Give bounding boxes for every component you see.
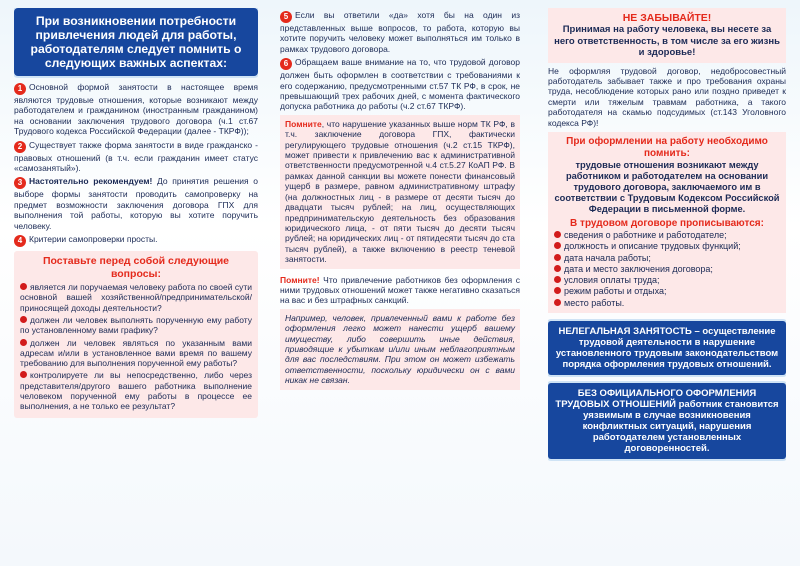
contract-list-item — [554, 230, 780, 241]
point-3 — [14, 176, 258, 231]
example-text: Например, человек, привлеченный вами к работе без оформления легко может нанести ущерб вашему имуществу, либо совершить иные действия, приводящие к убыткам и/или иным неблагоприятным для вас последствиям. При этом он может избежать ответственности, поскольку юридически он с вами никак не связан. — [285, 312, 515, 386]
bullet-icon — [554, 265, 561, 272]
question-item — [20, 315, 252, 336]
point-1-text: Основной формой занятости в настоящее время являются трудовые отношения, которые возникают между работодателем и гражданином (иностранным гражданином) на основании заключения трудового договора (ч.1 ст.67 Трудового кодекса Российской Федерации (далее - ТКРФ)); — [14, 82, 258, 137]
contract-item-text: должность и описание трудовых функций; — [564, 241, 741, 252]
hiring-title: При оформлении на работу необходимо помнить: — [566, 135, 768, 159]
dont-forget-box — [548, 8, 786, 63]
contract-list-item — [554, 264, 780, 275]
question-text: должен ли человек являться по указанным вами адресам и/или в установленное вами время по вашему требованию для выполнения порученной ему работы? — [20, 337, 252, 369]
column-1 — [14, 8, 258, 558]
contract-item-text: дата и место заключения договора; — [564, 263, 713, 274]
column-3 — [548, 8, 786, 558]
column-1-header: При возникновении потребности привлечения людей для работы, работодателям следует помнить о следующих важных аспектах: — [14, 8, 258, 76]
number-badge-4: 4 — [14, 235, 26, 247]
point-3-lead: Настоятельно рекомендуем! — [29, 176, 153, 187]
column-3-paragraph: Не оформляя трудовой договор, недобросовестный работодатель забывает также и про требования охраны труда, несоблюдение которых рано или поздно приведет к смерти или тяжелым травмам работника, а такого работодателя на скамью подсудимых (ст.143 Уголовного кодекса РФ)! — [548, 65, 786, 128]
bullet-icon — [20, 316, 27, 323]
bullet-icon — [554, 231, 561, 238]
point-1 — [14, 82, 258, 137]
question-text: является ли поручаемая человеку работа по своей сути основной вашей хозяйственной/предпринимательской/приносящей доходы деятельности? — [20, 282, 252, 313]
remember-lead-1: Помните — [285, 118, 322, 129]
bullet-icon — [554, 254, 561, 261]
contract-list-item — [554, 275, 780, 286]
hiring-text: трудовые отношения возникают между работником и работодателем на основании трудового договора, заключаемого им в соответствии с Трудовым Кодексом Российской Федерации в письменной форме. — [554, 159, 780, 214]
number-badge-2: 2 — [14, 141, 26, 153]
contract-item-text: дата начала работы; — [564, 252, 651, 263]
example-box — [280, 309, 520, 390]
question-text: должен ли человек выполнять порученную ему работу по установленному вами графику? — [20, 314, 252, 336]
point-2-text: Существует также форма занятости в виде гражданско - правовых отношений (в т.ч. если гражданин имеет статус «самозанятый»). — [14, 139, 258, 174]
remember-text-1: , что нарушение указанных выше норм ТК РФ, в т.ч. заключение договора ГПХ, фактически регулирующего трудовые отношения (ч.2 ст.15 ТКРФ), может привести к привлечению вас к административной ответственности предусмотренной ч.4 ст.5.27 КоАП РФ. В рамках данной санкции вы можете понести финансовый ущерб в размере, равном административному штрафу (на должностных лиц - в размере от десяти тысяч до двадцати тысяч рублей; на лиц, осуществляющих предпринимательскую деятельность без образования юридического лица, - от пяти тысяч до десяти тысяч рублей; на юридических лиц - от пятидесяти тысяч до ста тысяч рублей), а также включению в реестр теневой занятости. — [285, 118, 515, 265]
contract-list-item — [554, 298, 780, 309]
bullet-icon — [554, 299, 561, 306]
contract-list-item — [554, 253, 780, 264]
question-item — [20, 282, 252, 313]
question-item — [20, 338, 252, 369]
number-badge-1: 1 — [14, 83, 26, 95]
contract-item-text: условия оплаты труда; — [564, 275, 660, 286]
hiring-box — [548, 132, 786, 313]
number-badge-3: 3 — [14, 177, 26, 189]
remember-text-2: Что привлечение работников без оформления с ними трудовых отношений может также негативно сказаться на вас и без штрафных санкций. — [280, 274, 520, 306]
contract-item-text: место работы. — [564, 297, 625, 308]
illegal-employment-box: НЕЛЕГАЛЬНАЯ ЗАНЯТОСТЬ – осуществление трудовой деятельности в нарушение установленного трудовым законодательством порядка оформления трудовых отношений. — [548, 321, 786, 375]
contract-list — [554, 230, 780, 309]
questions-title: Поставьте перед собой следующие вопросы: — [42, 255, 230, 280]
bullet-icon — [554, 287, 561, 294]
remember-paragraph-2 — [280, 275, 520, 306]
bullet-icon — [20, 339, 27, 346]
point-4 — [14, 234, 258, 247]
bullet-icon — [554, 276, 561, 283]
question-text: контролируете ли вы непосредственно, либо через представителя/другого вашего работника выполнение человеком порученной ему работы в процессе ее выполнения, а не только ее результат? — [20, 370, 252, 412]
contract-item-text: сведения о работнике и работодателе; — [564, 229, 727, 240]
contract-item-text: режим работы и отдыха; — [564, 286, 667, 297]
question-item — [20, 370, 252, 411]
point-5 — [280, 10, 520, 54]
dont-forget-text: Принимая на работу человека, вы несете за него ответственность, в том числе за его жизнь и здоровье! — [554, 24, 780, 58]
number-badge-5: 5 — [280, 11, 292, 23]
contract-list-item — [554, 241, 780, 252]
point-4-text: Критерии самопроверки просты. — [29, 234, 158, 245]
column-2 — [280, 8, 520, 558]
no-registration-box: БЕЗ ОФИЦИАЛЬНОГО ОФОРМЛЕНИЯ ТРУДОВЫХ ОТНОШЕНИЙ работник становится уязвимым в случае возникновения конфликтных ситуаций, нарушения работодателем установленных договоренностей. — [548, 383, 786, 459]
bullet-icon — [20, 371, 27, 378]
number-badge-6: 6 — [280, 58, 292, 70]
point-6 — [280, 57, 520, 112]
remember-paragraph-1 — [285, 119, 515, 265]
contract-title: В трудовом договоре прописываются: — [570, 217, 764, 229]
point-5-text: Если вы ответили «да» хотя бы на один из представленных выше вопросов, то работа, которую вы хотите поручить человеку может выполняться им только в рамках трудового договора. — [280, 10, 520, 54]
remember-box-1 — [280, 115, 520, 269]
bullet-icon — [20, 283, 27, 290]
contract-list-item — [554, 286, 780, 297]
point-3-text: До принятия решения о выборе формы занятости проводить самопроверку на предмет возможности заключения договора ГПХ для выполнения той работы, которую вы хотите поручить человеку. — [14, 176, 258, 231]
dont-forget-title: НЕ ЗАБЫВАЙТЕ! — [622, 12, 712, 24]
remember-lead-2: Помните! — [280, 274, 320, 285]
point-2 — [14, 140, 258, 174]
point-6-text: Обращаем ваше внимание на то, что трудовой договор должен быть оформлен в соответствии с требованиями к его содержанию, предусмотренными ст.57 ТК РФ, в срок, не превышающий трех рабочих дней, с момента фактического допуска работника до работы (ч.2 ст.67 ТКРФ). — [280, 57, 520, 112]
bullet-icon — [554, 242, 561, 249]
questions-box — [14, 251, 258, 418]
